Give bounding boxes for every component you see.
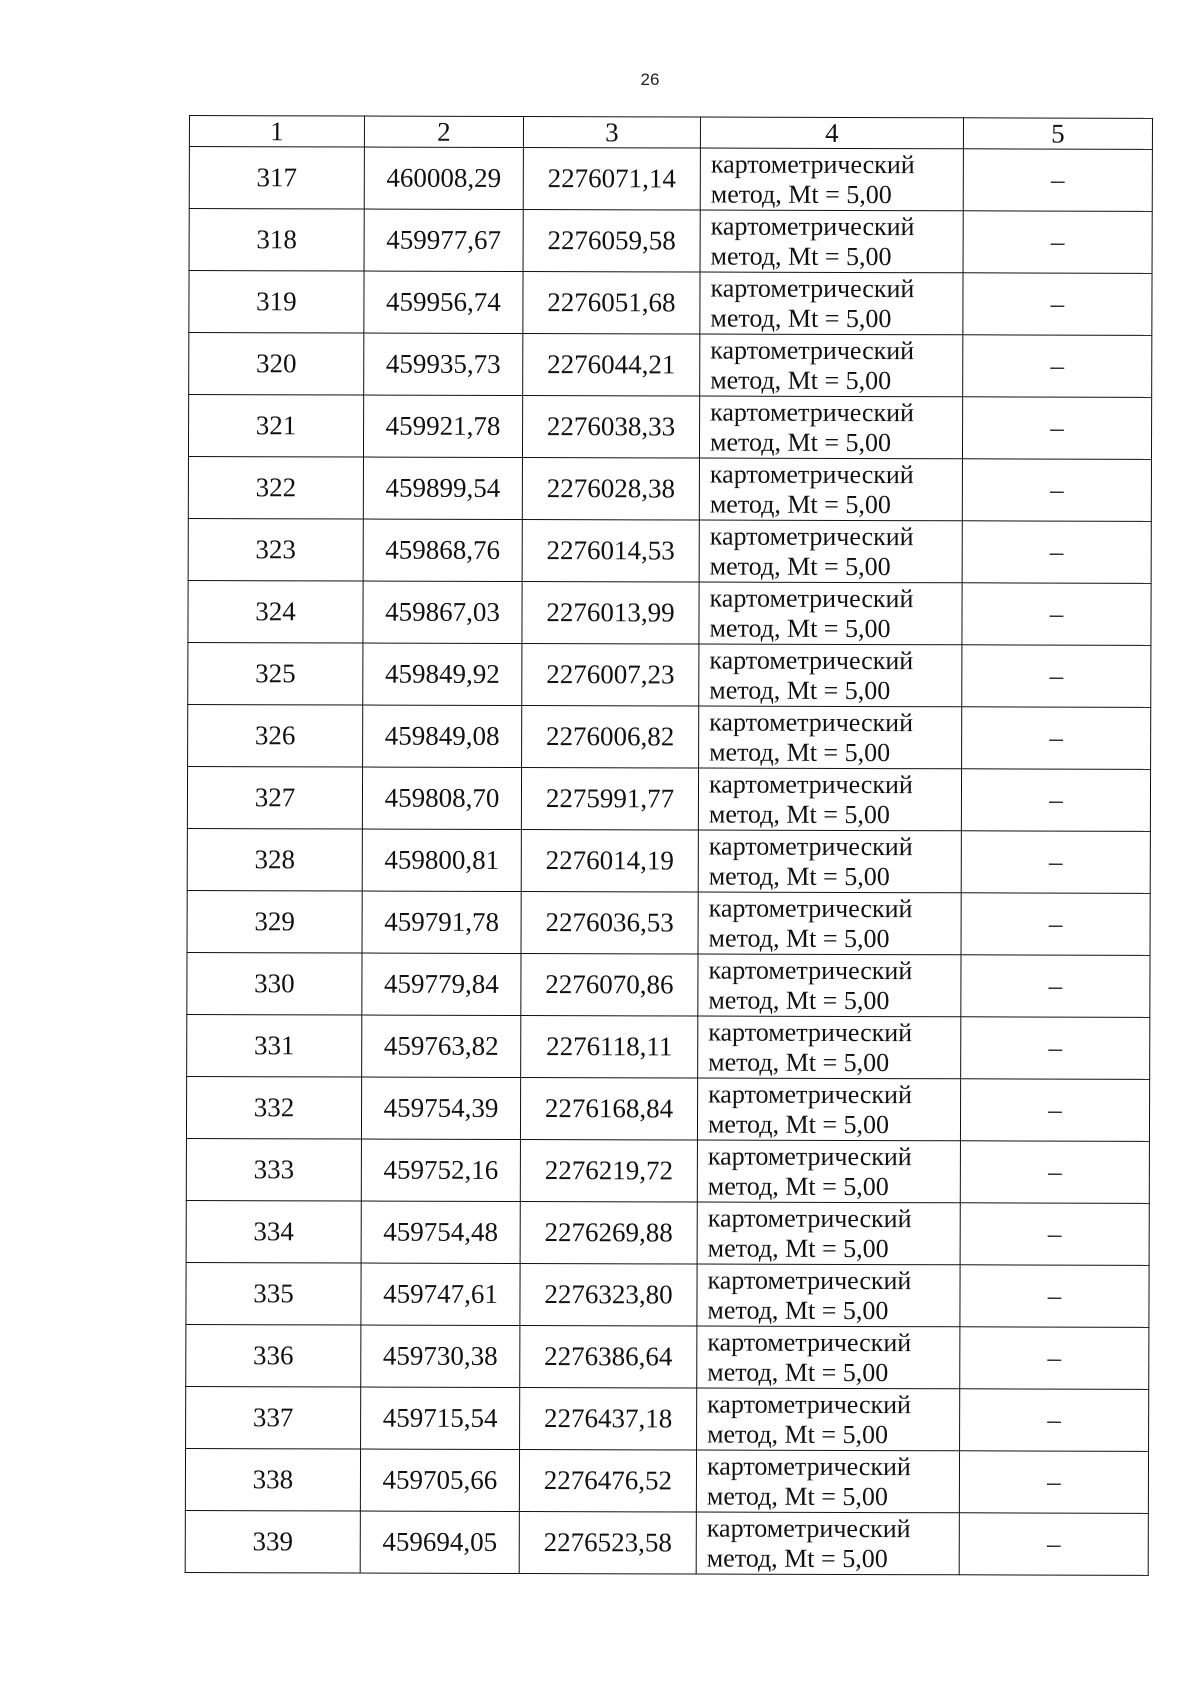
x-coordinate-cell: 460008,29	[364, 147, 523, 209]
x-coordinate-cell: 459921,78	[363, 395, 522, 457]
method-precision: метод, Mt = 5,00	[707, 1295, 889, 1325]
method-cell	[697, 1140, 960, 1203]
column-5-cell: –	[960, 1389, 1149, 1452]
method-name: картометрический	[710, 211, 915, 241]
method-precision: метод, Mt = 5,00	[709, 551, 891, 581]
y-coordinate-cell: 2276028,38	[522, 457, 699, 520]
point-number-cell: 320	[189, 333, 364, 396]
point-number-cell: 328	[187, 828, 362, 891]
column-5-cell: –	[959, 1451, 1148, 1514]
table-row	[189, 147, 1152, 212]
y-coordinate-cell: 2276323,80	[520, 1263, 697, 1326]
table-row	[187, 766, 1150, 831]
method-precision: метод, Mt = 5,00	[706, 1543, 888, 1573]
method-precision: метод, Mt = 5,00	[707, 1233, 889, 1263]
table-row	[188, 580, 1151, 645]
column-5-cell: –	[961, 893, 1150, 956]
x-coordinate-cell: 459747,61	[361, 1263, 520, 1325]
method-precision: метод, Mt = 5,00	[707, 1109, 890, 1139]
column-header-1: 1	[189, 116, 364, 148]
y-coordinate-cell: 2276118,11	[521, 1015, 698, 1078]
column-5-cell: –	[962, 521, 1151, 584]
table-row	[189, 333, 1152, 398]
x-coordinate-cell: 459791,78	[362, 891, 521, 953]
method-name: картометрический	[708, 769, 913, 799]
y-coordinate-cell: 2276014,19	[521, 829, 698, 892]
point-number-cell: 325	[188, 642, 363, 705]
method-name: картометрический	[706, 1513, 911, 1543]
column-5-cell: –	[961, 769, 1150, 832]
point-number-cell: 332	[186, 1076, 361, 1139]
point-number-cell: 336	[186, 1324, 361, 1387]
method-precision: метод, Mt = 5,00	[709, 427, 892, 457]
point-number-cell: 323	[188, 518, 363, 581]
point-number-cell: 331	[187, 1014, 362, 1077]
y-coordinate-cell: 2276523,58	[519, 1511, 696, 1574]
point-number-cell: 337	[186, 1386, 361, 1449]
column-5-cell: –	[961, 955, 1150, 1018]
table-row	[188, 456, 1151, 521]
method-precision: метод, Mt = 5,00	[706, 1481, 888, 1511]
table-row	[186, 1076, 1149, 1141]
method-cell	[700, 334, 963, 397]
y-coordinate-cell: 2276014,53	[522, 519, 699, 582]
y-coordinate-cell: 2276219,72	[520, 1139, 697, 1202]
column-5-cell: –	[963, 273, 1152, 336]
method-precision: метод, Mt = 5,00	[710, 303, 892, 333]
x-coordinate-cell: 459754,48	[361, 1201, 520, 1263]
point-number-cell: 330	[187, 952, 362, 1015]
method-precision: метод, Mt = 5,00	[708, 985, 890, 1015]
x-coordinate-cell: 459763,82	[362, 1015, 521, 1077]
y-coordinate-cell: 2276044,21	[523, 333, 700, 396]
method-name: картометрический	[710, 149, 915, 179]
table-header-row	[189, 116, 1152, 150]
column-5-cell: –	[960, 1203, 1149, 1266]
y-coordinate-cell: 2276071,14	[523, 147, 700, 210]
point-number-cell: 327	[187, 766, 362, 829]
y-coordinate-cell: 2276386,64	[520, 1325, 697, 1388]
x-coordinate-cell: 459867,03	[363, 581, 522, 643]
method-name: картометрический	[710, 335, 915, 365]
y-coordinate-cell: 2276269,88	[520, 1201, 697, 1264]
method-name: картометрический	[708, 1017, 913, 1047]
method-cell	[697, 1078, 960, 1141]
table-row	[186, 1138, 1149, 1203]
method-name: картометрический	[706, 1451, 911, 1481]
method-cell	[699, 706, 962, 769]
table-row	[188, 518, 1151, 583]
method-name: картометрический	[708, 831, 913, 861]
table-row	[187, 828, 1150, 893]
table-row	[187, 1014, 1150, 1079]
x-coordinate-cell: 459779,84	[362, 953, 521, 1015]
table-row	[188, 642, 1151, 707]
point-number-cell: 329	[187, 890, 362, 953]
point-number-cell: 338	[185, 1448, 360, 1511]
column-header-4: 4	[700, 117, 963, 149]
column-5-cell: –	[962, 397, 1151, 460]
y-coordinate-cell: 2275991,77	[521, 767, 698, 830]
column-5-cell: –	[963, 149, 1152, 212]
table-row	[186, 1262, 1149, 1327]
method-cell	[697, 1388, 960, 1451]
method-cell	[698, 768, 961, 831]
point-number-cell: 319	[189, 271, 364, 334]
y-coordinate-cell: 2276168,84	[520, 1077, 697, 1140]
method-cell	[696, 1450, 959, 1513]
y-coordinate-cell: 2276013,99	[522, 581, 699, 644]
method-cell	[697, 1202, 960, 1265]
table-row	[189, 209, 1152, 274]
y-coordinate-cell: 2276051,68	[523, 271, 700, 334]
method-name: картометрический	[707, 1389, 912, 1419]
method-cell	[698, 954, 961, 1017]
y-coordinate-cell: 2276476,52	[519, 1449, 696, 1512]
method-name: картометрический	[707, 1203, 912, 1233]
method-precision: метод, Mt = 5,00	[708, 861, 890, 891]
method-precision: метод, Mt = 5,00	[708, 1047, 890, 1077]
x-coordinate-cell: 459694,05	[360, 1511, 519, 1573]
y-coordinate-cell: 2276007,23	[522, 643, 699, 706]
column-5-cell: –	[962, 583, 1151, 646]
x-coordinate-cell: 459808,70	[362, 767, 521, 829]
method-name: картометрический	[707, 1141, 912, 1171]
method-cell	[700, 210, 963, 273]
column-5-cell: –	[960, 1327, 1149, 1390]
column-5-cell: –	[959, 1513, 1148, 1576]
x-coordinate-cell: 459800,81	[362, 829, 521, 891]
column-header-3: 3	[523, 116, 700, 148]
column-5-cell: –	[963, 335, 1152, 398]
method-precision: метод, Mt = 5,00	[708, 923, 890, 953]
x-coordinate-cell: 459715,54	[361, 1387, 520, 1449]
x-coordinate-cell: 459752,16	[361, 1139, 520, 1201]
table-row	[188, 395, 1151, 460]
point-number-cell: 317	[189, 147, 364, 210]
method-name: картометрический	[708, 1079, 912, 1109]
method-cell	[697, 1264, 960, 1327]
method-cell	[699, 520, 962, 583]
point-number-cell: 321	[188, 395, 363, 458]
method-cell	[697, 1326, 960, 1389]
y-coordinate-cell: 2276070,86	[521, 953, 698, 1016]
method-precision: метод, Mt = 5,00	[710, 179, 892, 209]
column-5-cell: –	[962, 645, 1151, 708]
method-name: картометрический	[710, 273, 915, 303]
column-5-cell: –	[961, 831, 1150, 894]
table-row	[185, 1448, 1148, 1513]
x-coordinate-cell: 459730,38	[361, 1325, 520, 1387]
x-coordinate-cell: 459754,39	[361, 1077, 520, 1139]
method-precision: метод, Mt = 5,00	[707, 1419, 889, 1449]
table-row	[186, 1200, 1149, 1265]
method-precision: метод, Mt = 5,00	[709, 737, 891, 767]
column-5-cell: –	[962, 459, 1151, 522]
table-row	[187, 952, 1150, 1017]
point-number-cell: 318	[189, 209, 364, 272]
method-cell	[699, 396, 962, 459]
method-name: картометрический	[707, 1327, 912, 1357]
method-precision: метод, Mt = 5,00	[709, 613, 891, 643]
table-row	[187, 890, 1150, 955]
method-precision: метод, Mt = 5,00	[707, 1357, 889, 1387]
column-5-cell: –	[960, 1141, 1149, 1204]
point-number-cell: 324	[188, 580, 363, 643]
point-number-cell: 334	[186, 1200, 361, 1263]
x-coordinate-cell: 459868,76	[363, 519, 522, 581]
column-5-cell: –	[961, 1017, 1150, 1080]
method-precision: метод, Mt = 5,00	[708, 799, 890, 829]
method-name: картометрический	[708, 893, 913, 923]
point-number-cell: 335	[186, 1262, 361, 1325]
point-number-cell: 326	[188, 704, 363, 767]
x-coordinate-cell: 459899,54	[363, 457, 522, 519]
table-row	[186, 1386, 1149, 1451]
method-cell	[699, 458, 962, 521]
table-row	[189, 271, 1152, 336]
table-row	[188, 704, 1151, 769]
y-coordinate-cell: 2276036,53	[521, 891, 698, 954]
method-precision: метод, Mt = 5,00	[709, 675, 891, 705]
x-coordinate-cell: 459849,08	[363, 705, 522, 767]
column-5-cell: –	[962, 707, 1151, 770]
x-coordinate-cell: 459705,66	[360, 1449, 519, 1511]
x-coordinate-cell: 459935,73	[364, 333, 523, 395]
method-cell	[698, 892, 961, 955]
point-number-cell: 339	[185, 1510, 360, 1573]
method-cell	[699, 644, 962, 707]
table-row	[185, 1510, 1148, 1575]
method-name: картометрический	[709, 707, 914, 737]
method-name: картометрический	[709, 583, 914, 613]
method-name: картометрический	[710, 397, 914, 427]
column-header-2: 2	[364, 116, 523, 147]
page-number: 26	[640, 70, 660, 89]
method-name: картометрический	[709, 459, 914, 489]
method-precision: метод, Mt = 5,00	[710, 365, 892, 395]
point-number-cell: 322	[188, 456, 363, 519]
method-cell	[698, 1016, 961, 1079]
coordinates-table	[185, 115, 1153, 1576]
method-precision: метод, Mt = 5,00	[710, 241, 892, 271]
x-coordinate-cell: 459849,92	[363, 643, 522, 705]
method-precision: метод, Mt = 5,00	[709, 489, 891, 519]
method-name: картометрический	[707, 1265, 912, 1295]
column-5-cell: –	[960, 1265, 1149, 1328]
method-cell	[696, 1512, 959, 1575]
method-name: картометрический	[708, 955, 913, 985]
table-row	[186, 1324, 1149, 1389]
method-cell	[700, 272, 963, 335]
method-precision: метод, Mt = 5,00	[707, 1171, 889, 1201]
column-5-cell: –	[960, 1079, 1149, 1142]
y-coordinate-cell: 2276038,33	[522, 395, 699, 458]
y-coordinate-cell: 2276006,82	[522, 705, 699, 768]
x-coordinate-cell: 459977,67	[364, 209, 523, 271]
method-name: картометрический	[709, 645, 914, 675]
point-number-cell: 333	[186, 1138, 361, 1201]
method-name: картометрический	[709, 521, 914, 551]
x-coordinate-cell: 459956,74	[364, 271, 523, 333]
method-cell	[699, 582, 962, 645]
y-coordinate-cell: 2276059,58	[523, 209, 700, 272]
method-cell	[700, 148, 963, 211]
y-coordinate-cell: 2276437,18	[520, 1387, 697, 1450]
method-cell	[698, 830, 961, 893]
column-header-5: 5	[963, 118, 1152, 150]
column-5-cell: –	[963, 211, 1152, 274]
table-body	[185, 147, 1152, 1576]
